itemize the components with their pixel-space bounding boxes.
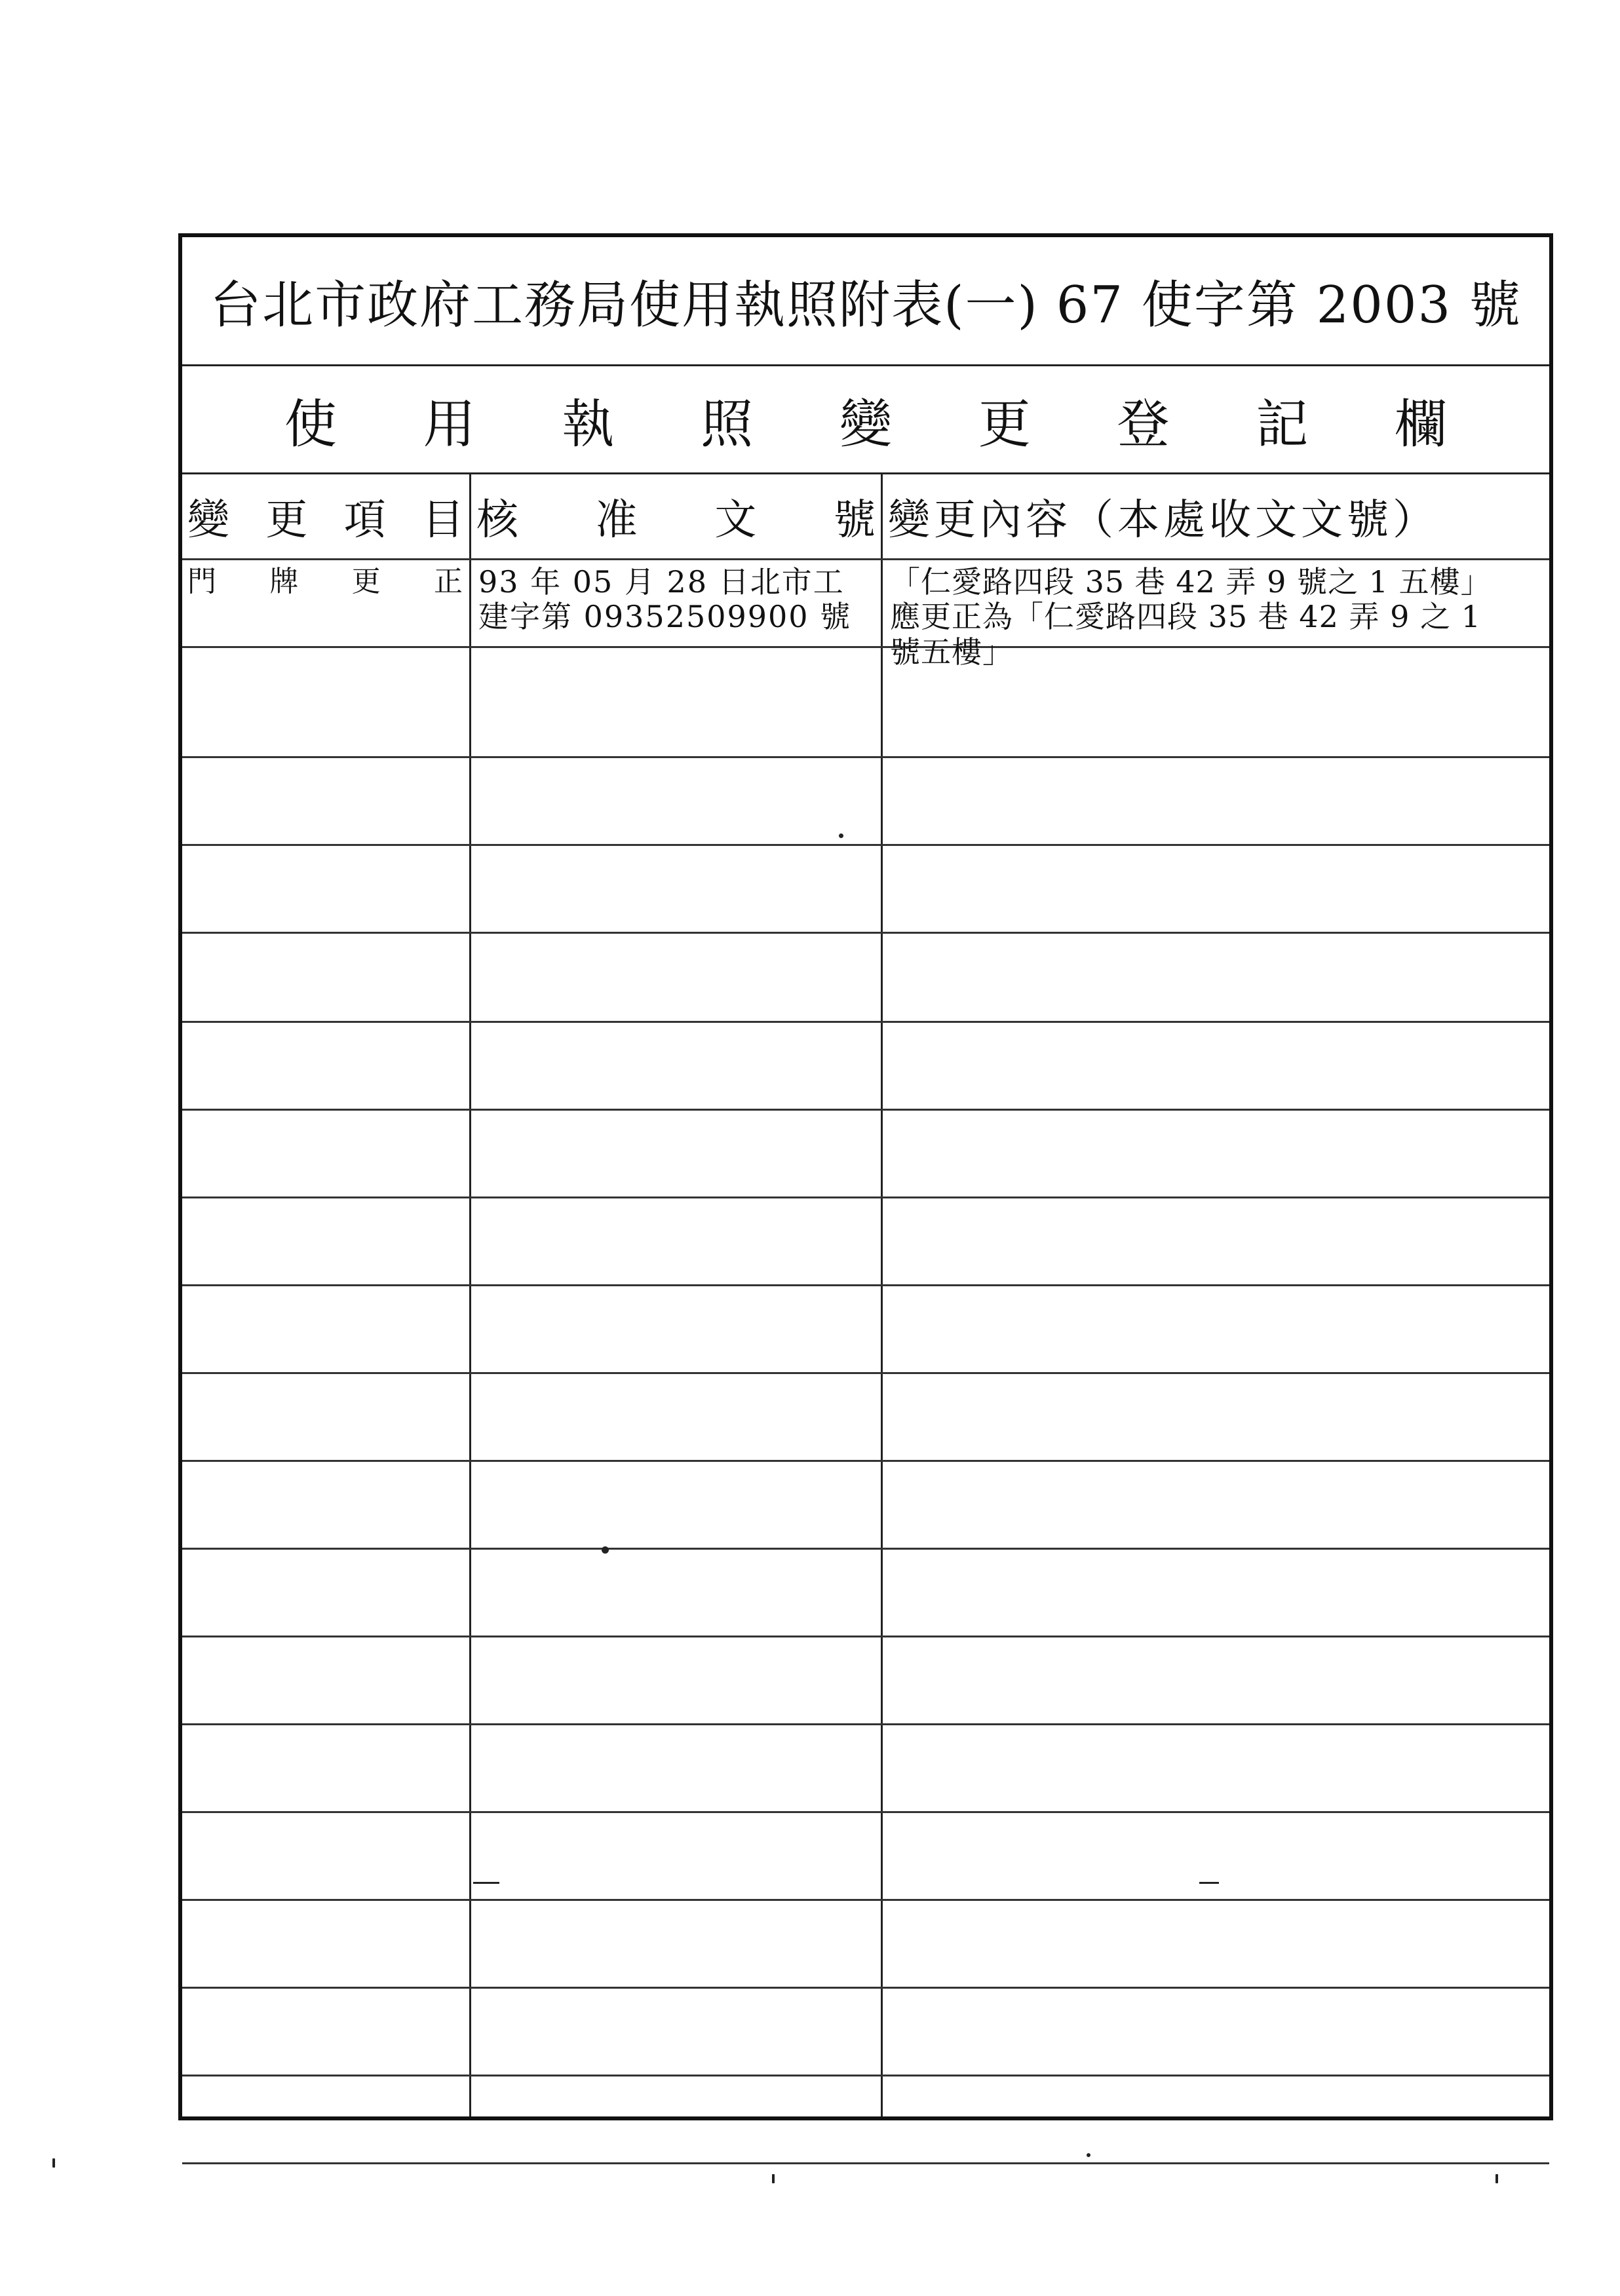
row-divider [182,1636,1549,1637]
header-char: 准 [595,496,638,545]
section-heading-char: 更 [978,393,1031,455]
section-heading-char: 照 [701,393,754,455]
header-char: 核 [476,496,518,545]
row-divider [182,1899,1549,1901]
approval-line: 建字第 09352509900 號 [478,599,852,635]
row-divider [182,1284,1549,1286]
row-divider [182,1196,1549,1198]
row-divider [182,844,1549,846]
row1-approval-number [476,565,882,635]
column-divider [469,474,471,2116]
scan-speck [1087,2153,1090,2157]
section-heading-char: 變 [839,393,892,455]
section-heading-char: 執 [562,393,615,455]
row-divider [182,1811,1549,1813]
header-char: 項 [343,496,386,545]
section-heading-char: 欄 [1395,393,1447,455]
item-char: 門 [187,565,216,598]
item-char: 牌 [269,565,299,598]
header-char: 目 [421,496,464,545]
item-char: 正 [433,565,463,598]
row1-change-item [187,565,463,598]
header-char: 變 [187,496,229,545]
scan-speck [839,833,843,838]
header-approval-number [471,474,881,558]
section-heading-char: 用 [423,393,476,455]
change-record-table [182,474,1549,2116]
section-heading-char: 使 [284,393,337,455]
section-heading-char: 登 [1117,393,1170,455]
item-char: 更 [351,565,381,598]
header-char: 號 [833,496,876,545]
form-frame [178,233,1553,2120]
row-divider [182,1987,1549,1989]
content-line: 應更正為「仁愛路四段 35 巷 42 弄 9 之 1 [890,599,1481,635]
scan-speck [473,1882,499,1884]
header-char: 文 [714,496,757,545]
header-char: 更 [265,496,308,545]
section-heading [182,366,1549,474]
row-divider [182,1109,1549,1111]
row-divider [182,1723,1549,1725]
document-title: 台北市政府工務局使用執照附表(一) 67 使字第 2003 號 [182,237,1549,366]
row1-change-content [887,565,1552,670]
approval-line: 93 年 05 月 28 日北市工 [478,564,845,600]
row-divider [182,1460,1549,1462]
scan-speck [52,2158,55,2168]
scan-speck [772,2174,775,2183]
row-divider [182,2075,1549,2076]
row-divider [182,2162,1549,2164]
row-divider [182,558,1549,560]
scan-speck [602,1546,609,1554]
scan-speck [1199,1882,1219,1884]
section-heading-char: 記 [1256,393,1309,455]
header-change-item [182,474,469,558]
row-divider [182,1372,1549,1374]
content-line: 號五樓」 [890,634,1013,670]
row-divider [182,1548,1549,1550]
row-divider [182,932,1549,934]
content-line: 「仁愛路四段 35 巷 42 弄 9 號之 1 五樓」 [890,564,1492,600]
scan-speck [1495,2174,1498,2183]
header-change-content: 變更內容（本處收文文號） [888,496,1438,545]
column-divider [881,474,883,2116]
row-divider [182,756,1549,758]
row-divider [182,1021,1549,1023]
